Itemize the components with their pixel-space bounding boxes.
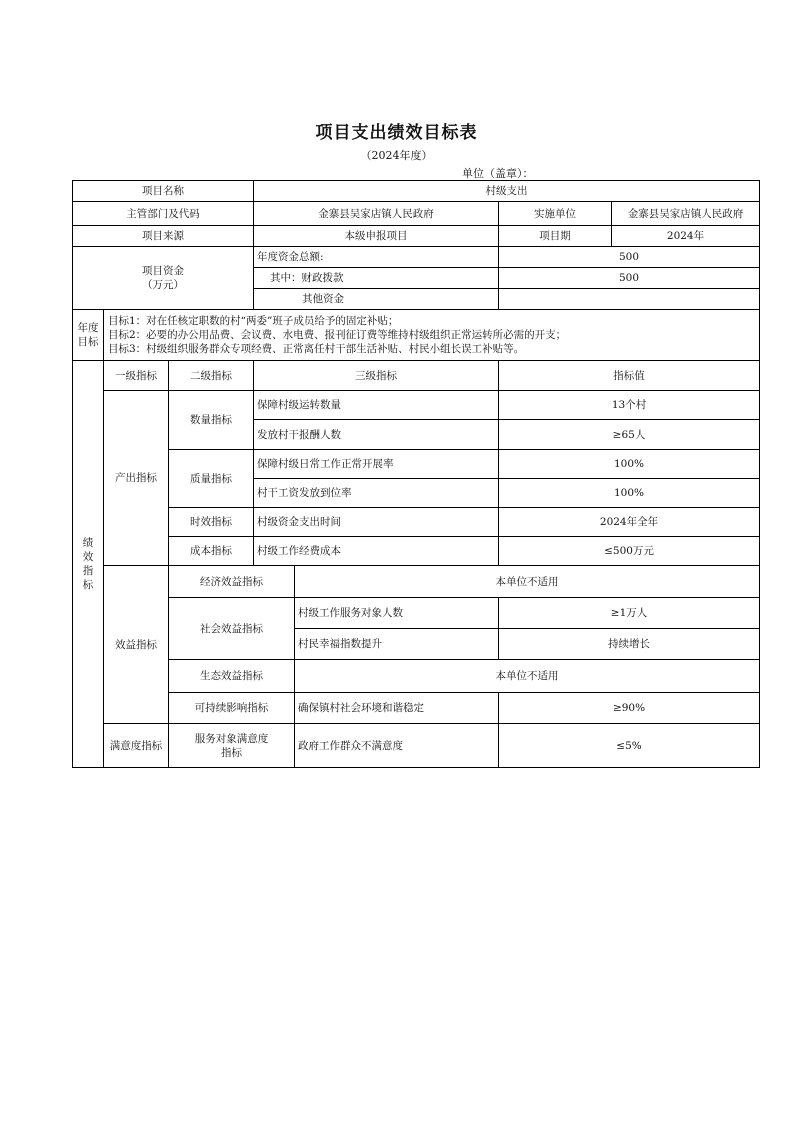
project-name-row xyxy=(73,181,760,202)
indicator-name: 保障村级日常工作正常开展率 xyxy=(254,450,499,479)
table-row xyxy=(73,508,760,537)
goals-text xyxy=(104,310,760,361)
benefit-indicator-label: 效益指标 xyxy=(104,566,169,724)
header-value: 指标值 xyxy=(499,361,760,391)
header-level1: 一级指标 xyxy=(104,361,169,391)
funds-total-row xyxy=(73,247,760,268)
economic-indicator-value: 本单位不适用 xyxy=(295,566,760,598)
indicator-value: ≤5% xyxy=(499,724,760,768)
goal-line-2: 目标2：必要的办公用品费、会议费、水电费、报刊征订费等维持村级组织正常运转所必需的开支； xyxy=(108,329,567,341)
indicator-name: 村干工资发放到位率 xyxy=(254,479,499,508)
funds-label-line2: （万元） xyxy=(142,279,184,291)
source-value: 本级申报项目 xyxy=(254,226,499,247)
funds-fiscal-label: 其中：财政拨款 xyxy=(254,268,499,289)
impl-value: 金寨县吴家店镇人民政府 xyxy=(612,202,760,226)
table-row xyxy=(73,391,760,420)
indicator-name: 保障村级运转数量 xyxy=(254,391,499,420)
eco-indicator-value: 本单位不适用 xyxy=(295,660,760,693)
unit-seal-label: 单位（盖章）： xyxy=(462,167,534,180)
project-name-label: 项目名称 xyxy=(73,181,254,202)
indicator-name: 发放村干报酬人数 xyxy=(254,420,499,450)
funds-label-line1: 项目资金 xyxy=(142,265,184,277)
period-value: 2024年 xyxy=(612,226,760,247)
table-row xyxy=(73,566,760,598)
perf-side-char: 效 xyxy=(82,551,94,563)
indicator-value: 100% xyxy=(499,479,760,508)
indicator-value: ≤500万元 xyxy=(499,537,760,566)
cost-indicator-label: 成本指标 xyxy=(169,537,254,566)
table-row xyxy=(73,693,760,724)
funds-total-value: 500 xyxy=(499,247,760,268)
perf-side-char: 指 xyxy=(82,565,94,577)
page-title: 项目支出绩效目标表 xyxy=(315,123,478,143)
funds-other-label: 其他资金 xyxy=(254,289,499,310)
source-row xyxy=(73,226,760,247)
table-row xyxy=(73,660,760,693)
header-level2: 二级指标 xyxy=(169,361,254,391)
dept-value: 金寨县吴家店镇人民政府 xyxy=(254,202,499,226)
output-indicator-label: 产出指标 xyxy=(104,391,169,566)
table-row xyxy=(73,537,760,566)
indicator-value: 2024年全年 xyxy=(499,508,760,537)
table-row xyxy=(73,724,760,768)
social-indicator-label: 社会效益指标 xyxy=(169,598,295,660)
annual-goals-row xyxy=(73,310,760,361)
indicator-value: 100% xyxy=(499,450,760,479)
year-subtitle: （2024年度） xyxy=(360,149,433,162)
indicator-name: 村级工作经费成本 xyxy=(254,537,499,566)
performance-table xyxy=(72,180,760,768)
funds-total-label: 年度资金总额: xyxy=(254,247,499,268)
goals-label-line2: 目标 xyxy=(77,336,99,348)
impl-label: 实施单位 xyxy=(499,202,612,226)
funds-label xyxy=(73,247,254,310)
goal-line-3: 目标3：村级组织服务群众专项经费、正常离任村干部生活补贴、村民小组长误工补贴等。 xyxy=(108,343,525,355)
goals-label xyxy=(73,310,104,361)
dept-row xyxy=(73,202,760,226)
satisfaction-indicator-label: 满意度指标 xyxy=(104,724,169,768)
indicator-value: ≥1万人 xyxy=(499,598,760,629)
service-satisfaction-label xyxy=(169,724,295,768)
table-row xyxy=(73,450,760,479)
quality-indicator-label: 质量指标 xyxy=(169,450,254,508)
economic-indicator-label: 经济效益指标 xyxy=(169,566,295,598)
perf-side-char: 标 xyxy=(82,579,94,591)
funds-other-value xyxy=(499,289,760,310)
service-label-line2: 指标 xyxy=(221,746,242,759)
indicator-value: 13个村 xyxy=(499,391,760,420)
source-label: 项目来源 xyxy=(73,226,254,247)
funds-fiscal-value: 500 xyxy=(499,268,760,289)
service-label-line1: 服务对象满意度 xyxy=(194,732,269,745)
indicator-value: ≥65人 xyxy=(499,420,760,450)
indicator-name: 政府工作群众不满意度 xyxy=(295,724,499,768)
table-row xyxy=(73,598,760,629)
indicator-name: 确保镇村社会环境和谐稳定 xyxy=(295,693,499,724)
quantity-indicator-label: 数量指标 xyxy=(169,391,254,450)
eco-indicator-label: 生态效益指标 xyxy=(169,660,295,693)
project-name-value: 村级支出 xyxy=(254,181,760,202)
indicator-name: 村级资金支出时间 xyxy=(254,508,499,537)
goals-label-line1: 年度 xyxy=(77,322,99,334)
perf-side-label xyxy=(73,361,104,768)
indicator-name: 村级工作服务对象人数 xyxy=(295,598,499,629)
period-label: 项目期 xyxy=(499,226,612,247)
goal-line-1: 目标1：对在任核定职数的村“两委”班子成员给予的固定补贴； xyxy=(108,315,399,327)
indicator-value: ≥90% xyxy=(499,693,760,724)
perf-header-row xyxy=(73,361,760,391)
indicator-name: 村民幸福指数提升 xyxy=(295,629,499,660)
indicator-value: 持续增长 xyxy=(499,629,760,660)
header-level3: 三级指标 xyxy=(254,361,499,391)
sustain-indicator-label: 可持续影响指标 xyxy=(169,693,295,724)
timely-indicator-label: 时效指标 xyxy=(169,508,254,537)
dept-label: 主管部门及代码 xyxy=(73,202,254,226)
perf-side-char: 绩 xyxy=(82,537,94,549)
